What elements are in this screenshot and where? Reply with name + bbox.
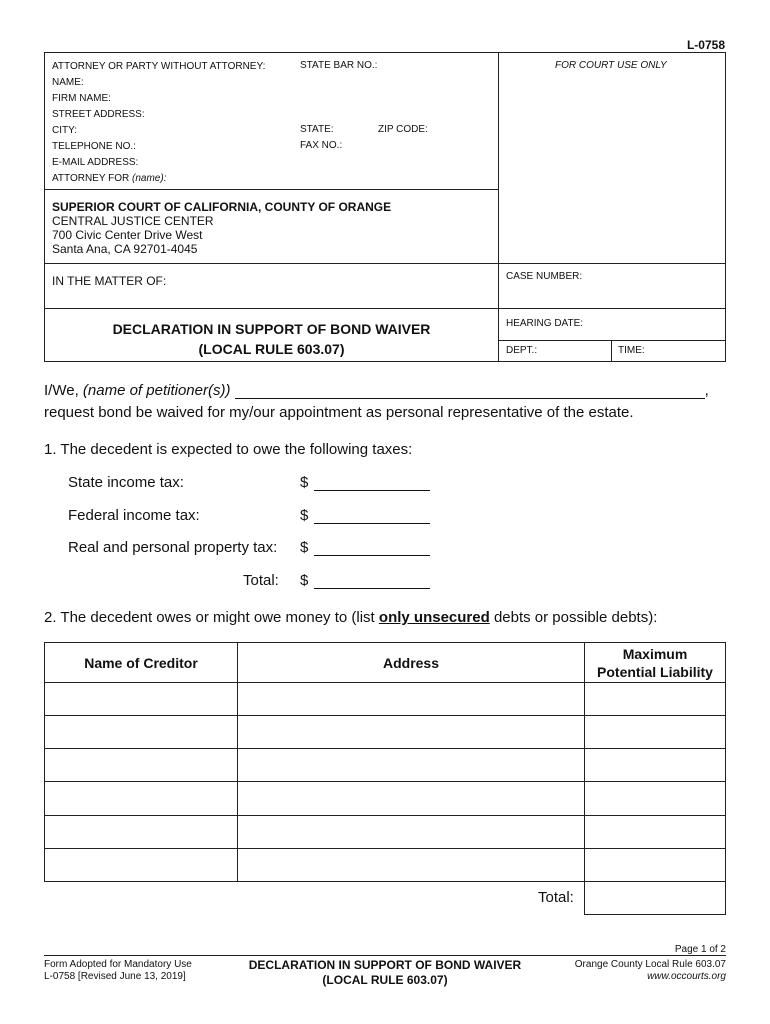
hearing-date-field[interactable]: HEARING DATE: <box>506 318 584 329</box>
zip-code-field[interactable]: ZIP CODE: <box>378 124 428 135</box>
footer-form-revision: L-0758 [Revised June 13, 2019] <box>44 971 186 982</box>
caption-dept-divider <box>611 340 612 362</box>
liability-total-input[interactable] <box>584 881 726 915</box>
creditor-address-cell[interactable] <box>238 849 585 882</box>
item2-suffix: debts or possible debts): <box>493 609 658 626</box>
page-number: Page 1 of 2 <box>674 944 726 955</box>
document-title <box>44 319 499 359</box>
creditor-address-cell[interactable] <box>238 782 585 816</box>
creditor-table <box>44 642 726 882</box>
attorney-for-field[interactable] <box>52 173 166 184</box>
court-street: 700 Civic Center Drive West <box>52 228 203 242</box>
creditor-name-cell[interactable] <box>45 683 238 716</box>
name-field[interactable]: NAME: <box>52 77 84 88</box>
col-header-liability-line2: Potential Liability <box>597 663 713 680</box>
creditor-liability-cell[interactable] <box>585 683 726 716</box>
footer-adopted: Form Adopted for Mandatory Use <box>44 959 192 970</box>
state-tax-label: State income tax: <box>68 474 184 491</box>
footer-local-rule: Orange County Local Rule 603.07 <box>574 959 726 970</box>
document-title-line1: DECLARATION IN SUPPORT OF BOND WAIVER <box>112 321 431 337</box>
attorney-label: ATTORNEY OR PARTY WITHOUT ATTORNEY: <box>52 61 266 72</box>
intro-prefix: I/We, <box>44 382 79 399</box>
footer-title-line1: DECLARATION IN SUPPORT OF BOND WAIVER <box>248 958 522 972</box>
federal-tax-input[interactable] <box>314 509 430 524</box>
caption-rule-4 <box>498 340 726 341</box>
creditor-liability-cell[interactable] <box>585 816 726 849</box>
intro-line <box>44 382 729 399</box>
creditor-liability-cell[interactable] <box>585 716 726 749</box>
creditor-liability-cell[interactable] <box>585 849 726 882</box>
caption-rule-3 <box>44 308 726 309</box>
intro-comma: , <box>704 382 709 399</box>
city-field[interactable]: CITY: <box>52 125 78 136</box>
caption-rule-2 <box>44 263 726 264</box>
firm-name-field[interactable]: FIRM NAME: <box>52 93 111 104</box>
item2-text <box>44 609 657 626</box>
creditor-address-cell[interactable] <box>238 816 585 849</box>
attorney-for-name-hint: (name): <box>132 173 167 184</box>
case-number-field[interactable]: CASE NUMBER: <box>506 271 583 282</box>
item2-emphasis: only unsecured <box>378 609 490 626</box>
col-header-creditor: Name of Creditor <box>45 643 238 683</box>
col-header-liability-line1: Maximum <box>622 645 688 662</box>
creditor-name-cell[interactable] <box>45 749 238 782</box>
tax-total-input[interactable] <box>314 574 430 589</box>
request-text: request bond be waived for my/our appointment as personal representative of the estate. <box>44 404 634 421</box>
telephone-field[interactable]: TELEPHONE NO.: <box>52 141 136 152</box>
col-header-liability <box>585 643 726 683</box>
state-tax-input[interactable] <box>314 476 430 491</box>
tax-total-currency: $ <box>300 572 309 589</box>
creditor-name-cell[interactable] <box>45 816 238 849</box>
creditor-name-cell[interactable] <box>45 849 238 882</box>
creditor-liability-cell[interactable] <box>585 749 726 782</box>
time-field[interactable]: TIME: <box>618 345 645 356</box>
item2-prefix: 2. The decedent owes or might owe money to (list <box>44 609 375 626</box>
liability-total-label: Total: <box>538 889 574 906</box>
creditor-address-cell[interactable] <box>238 683 585 716</box>
dept-field[interactable]: DEPT.: <box>506 345 538 356</box>
creditor-name-cell[interactable] <box>45 782 238 816</box>
petitioner-name-hint: (name of petitioner(s)) <box>82 382 231 399</box>
property-tax-input[interactable] <box>314 541 430 556</box>
matter-label[interactable]: IN THE MATTER OF: <box>52 274 167 288</box>
attorney-for-label: ATTORNEY FOR <box>52 173 130 184</box>
footer-title <box>225 958 545 988</box>
caption-divider <box>498 52 499 362</box>
state-tax-currency: $ <box>300 474 309 491</box>
footer-title-line2: (LOCAL RULE 603.07) <box>322 973 448 987</box>
fax-field[interactable]: FAX NO.: <box>300 140 343 151</box>
footer-rule <box>44 955 726 956</box>
creditor-name-cell[interactable] <box>45 716 238 749</box>
creditor-address-cell[interactable] <box>238 716 585 749</box>
col-header-address: Address <box>238 643 585 683</box>
email-field[interactable]: E-MAIL ADDRESS: <box>52 157 139 168</box>
street-address-field[interactable]: STREET ADDRESS: <box>52 109 145 120</box>
caption-rule-1 <box>44 189 499 190</box>
form-number: L-0758 <box>686 38 725 52</box>
petitioner-name-input[interactable] <box>235 384 705 399</box>
property-tax-currency: $ <box>300 539 309 556</box>
document-title-line2: (LOCAL RULE 603.07) <box>198 341 345 357</box>
creditor-address-cell[interactable] <box>238 749 585 782</box>
court-city: Santa Ana, CA 92701-4045 <box>52 242 198 256</box>
creditor-liability-cell[interactable] <box>585 782 726 816</box>
court-use-label: FOR COURT USE ONLY <box>555 60 667 71</box>
federal-tax-currency: $ <box>300 507 309 524</box>
tax-total-label: Total: <box>243 572 279 589</box>
state-bar-label: STATE BAR NO.: <box>300 60 378 71</box>
court-center: CENTRAL JUSTICE CENTER <box>52 214 214 228</box>
court-title: SUPERIOR COURT OF CALIFORNIA, COUNTY OF ORANGE <box>52 200 392 214</box>
footer-website-link[interactable]: www.occourts.org <box>647 971 726 982</box>
federal-tax-label: Federal income tax: <box>68 507 200 524</box>
property-tax-label: Real and personal property tax: <box>68 539 278 556</box>
item1-text: 1. The decedent is expected to owe the following taxes: <box>44 441 413 458</box>
state-field[interactable]: STATE: <box>300 124 334 135</box>
